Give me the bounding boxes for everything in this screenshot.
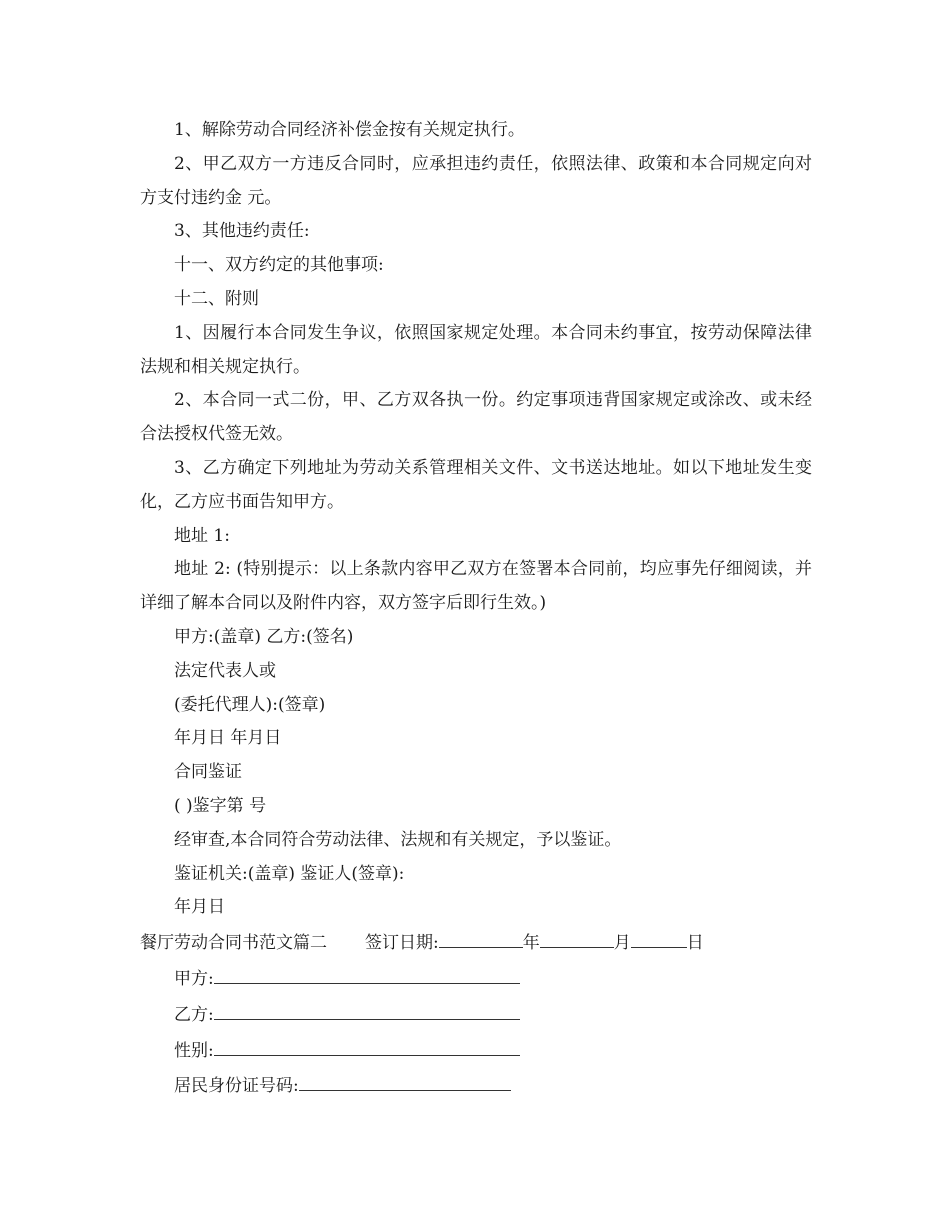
field-party-a-blank[interactable] (214, 961, 520, 984)
field-party-a-label: 甲方: (174, 968, 214, 989)
clause-compensation: 1、解除劳动合同经济补偿金按有关规定执行。 (174, 120, 525, 140)
verification-statement: 经审查,本合同符合劳动法律、法规和有关规定，予以鉴证。 (174, 829, 622, 850)
signing-month-blank[interactable] (540, 925, 614, 948)
field-party-b-label: 乙方: (174, 1004, 214, 1025)
section-twelve-heading: 十二、附则 (174, 288, 259, 309)
field-party-a (140, 961, 812, 997)
clause-breach-penalty: 2、甲乙双方一方违反合同时，应承担违约责任，依照法律、政策和本合同规定向对方支付违约金 元。 (140, 153, 812, 208)
signing-year-label: 年 (522, 933, 540, 954)
section-eleven-heading: 十一、双方约定的其他事项: (174, 255, 384, 276)
signing-date-label: 签订日期: (365, 933, 439, 954)
field-party-b-blank[interactable] (214, 997, 520, 1020)
field-party-b (140, 997, 812, 1033)
signature-parties: 甲方:(盖章) 乙方:(签名) (174, 626, 354, 647)
signing-year-blank[interactable] (439, 925, 523, 948)
field-id-number (140, 1068, 812, 1104)
signing-day-label: 日 (686, 933, 704, 954)
field-id-number-blank[interactable] (299, 1068, 511, 1091)
legal-representative: 法定代表人或 (174, 660, 276, 681)
second-contract-heading (140, 925, 812, 961)
second-contract-title: 餐厅劳动合同书范文篇二 (140, 933, 327, 954)
field-id-number-label: 居民身份证号码: (174, 1076, 299, 1097)
verification-authority: 鉴证机关:(盖章) 鉴证人(签章): (174, 863, 405, 884)
field-gender-label: 性别: (174, 1040, 214, 1061)
address-1: 地址 1: (174, 525, 230, 546)
clause-disputes: 1、因履行本合同发生争议，依照国家规定处理。本合同未约事宜，按劳动保障法律法规和相关规定执行。 (140, 322, 812, 377)
address-2-notice: 地址 2: (特别提示：以上条款内容甲乙双方在签署本合同前，均应事先仔细阅读，并详细了解本合同以及附件内容，双方签字后即行生效。) (140, 559, 812, 614)
clause-other-liability: 3、其他违约责任: (174, 221, 310, 242)
authorized-agent: (委托代理人):(签章) (174, 694, 326, 715)
contract-body (140, 114, 812, 1104)
verification-number: ( )鉴字第 号 (174, 795, 267, 816)
verification-date: 年月日 (174, 897, 225, 918)
signing-month-label: 月 (613, 933, 631, 954)
clause-service-address: 3、乙方确定下列地址为劳动关系管理相关文件、文书送达地址。如以下地址发生变化，乙方应书面告知甲方。 (140, 457, 812, 512)
signature-dates: 年月日 年月日 (174, 728, 282, 749)
signing-day-blank[interactable] (631, 925, 687, 948)
field-gender (140, 1033, 812, 1069)
field-gender-blank[interactable] (214, 1033, 520, 1056)
contract-verification-heading: 合同鉴证 (174, 762, 242, 783)
clause-copies: 2、本合同一式二份，甲、乙方双各执一份。约定事项违背国家规定或涂改、或未经合法授权代签无效。 (140, 390, 812, 445)
